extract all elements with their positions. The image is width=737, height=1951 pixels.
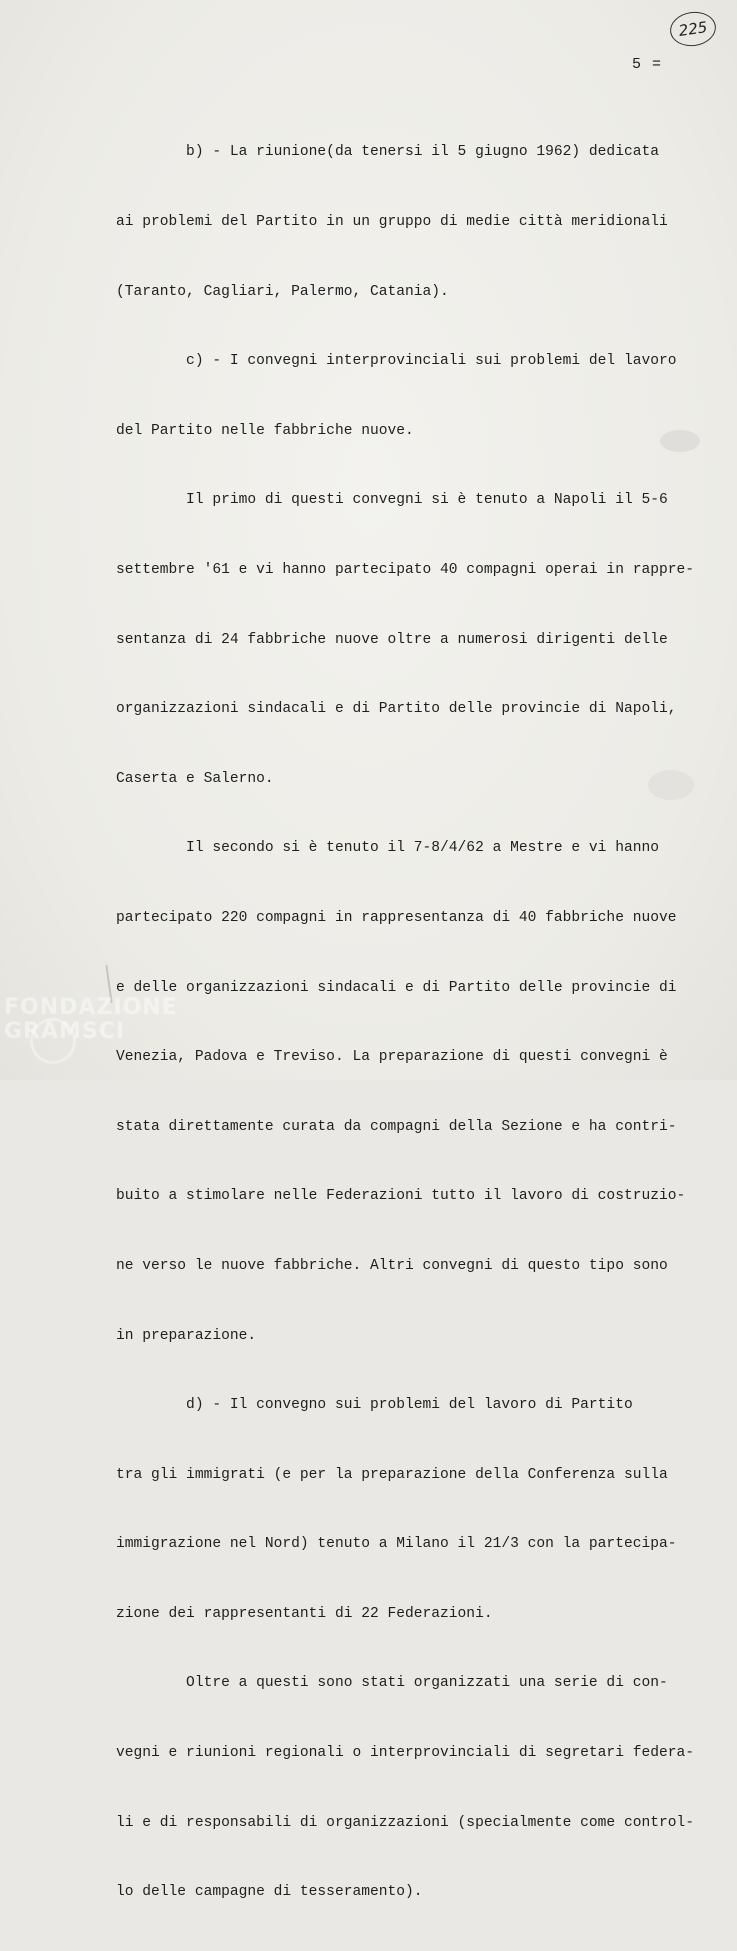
- text-line: li e di responsabili di organizzazioni (specialmente come control-: [116, 1814, 695, 1831]
- watermark: [4, 996, 178, 1044]
- text-line: buito a stimolare nelle Federazioni tutto il lavoro di costruzio-: [116, 1188, 686, 1205]
- text-line: d) - Il convegno sui problemi del lavoro di Partito: [116, 1397, 633, 1414]
- document-body: [116, 95, 706, 1951]
- text-line: vegni e riunioni regionali o interprovinciali di segretari federa-: [116, 1745, 695, 1762]
- text-line: (Taranto, Cagliari, Palermo, Catania).: [116, 283, 449, 300]
- text-line: tra gli immigrati (e per la preparazione della Conferenza sulla: [116, 1466, 668, 1483]
- watermark-line: GRAMSCI: [4, 1019, 126, 1044]
- archive-stamp: 225: [668, 9, 718, 49]
- text-line: del Partito nelle fabbriche nuove.: [116, 422, 414, 439]
- text-line: c) - I convegni interprovinciali sui problemi del lavoro: [116, 353, 677, 370]
- text-line: Il primo di questi convegni si è tenuto a Napoli il 5-6: [116, 492, 668, 509]
- text-line: partecipato 220 compagni in rappresentanza di 40 fabbriche nuove: [116, 909, 677, 926]
- paper-smudge: [660, 430, 700, 452]
- text-line: sentanza di 24 fabbriche nuove oltre a numerosi dirigenti delle: [116, 631, 668, 648]
- text-line: Caserta e Salerno.: [116, 770, 274, 787]
- text-line: immigrazione nel Nord) tenuto a Milano il 21/3 con la partecipa-: [116, 1536, 677, 1553]
- text-line: Oltre a questi sono stati organizzati una serie di con-: [116, 1675, 668, 1692]
- text-line: stata direttamente curata da compagni della Sezione e ha contri-: [116, 1118, 677, 1135]
- text-line: zione dei rappresentanti di 22 Federazioni.: [116, 1605, 493, 1622]
- text-line: ne verso le nuove fabbriche. Altri convegni di questo tipo sono: [116, 1257, 668, 1274]
- text-line: organizzazioni sindacali e di Partito delle provincie di Napoli,: [116, 701, 677, 718]
- text-line: Venezia, Padova e Treviso. La preparazione di questi convegni è: [116, 1049, 668, 1066]
- text-line: in preparazione.: [116, 1327, 257, 1344]
- text-line: lo delle campagne di tesseramento).: [116, 1884, 423, 1901]
- paper-smudge: [648, 770, 694, 800]
- text-line: Il secondo si è tenuto il 7-8/4/62 a Mestre e vi hanno: [116, 840, 659, 857]
- page-number: 5 =: [632, 56, 663, 73]
- text-line: e delle organizzazioni sindacali e di Partito delle provincie di: [116, 979, 677, 996]
- text-line: b) - La riunione(da tenersi il 5 giugno 1962) dedicata: [116, 144, 659, 161]
- watermark-line: FONDAZIONE: [4, 995, 178, 1020]
- text-line: ai problemi del Partito in un gruppo di medie città meridionali: [116, 214, 668, 230]
- text-line: settembre '61 e vi hanno partecipato 40 compagni operai in rappre-: [116, 561, 695, 578]
